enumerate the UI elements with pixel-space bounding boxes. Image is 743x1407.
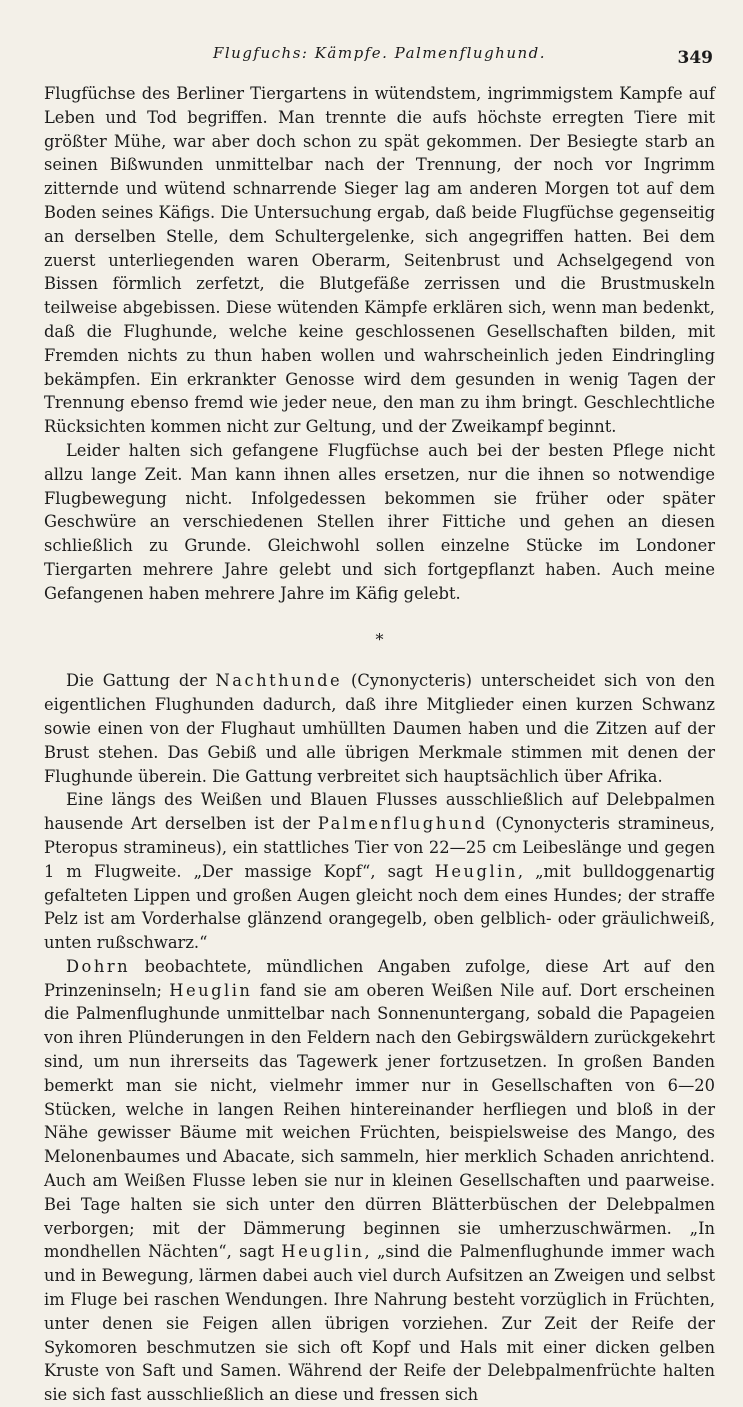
running-title: Flugfuchs: Kämpfe. Palmenflughund.: [212, 44, 547, 62]
text-run: Die Gattung der: [66, 671, 216, 691]
paragraph: Leider halten sich gefangene Flugfüchse auch bei der besten Pflege nicht allzu lange Zeit. Man kann ihnen alles ersetzen, nur die ihnen so notwendige Flugbewegung nicht. Infolgedessen bekommen sie früher oder später Geschwüre an verschiedenen Stellen ihrer Fittiche und gehen an diesen schließlich zu Grunde. Gleichwohl sollen einzelne Stücke im Londoner Tiergarten mehrere Jahre gelebt und sich fortgepflanzt haben. Auch meine Gefangenen haben mehrere Jahre im Käfig gelebt.: [44, 440, 715, 603]
genus-term: Nachthunde: [215, 671, 343, 691]
paragraph: [44, 669, 715, 788]
text-run: fand sie am oberen Weißen Nile auf. Dort erscheinen die Palmenflughunde unmittelbar nach Sonnenuntergang, sobald die Papageien von ihren Plünderungen in den Feldern nach den Gebirgswäldern zurückgekehrt sind, um nun ihrerseits das Tagewerk jener fortzusetzen. In großen Banden bemerkt man sie nicht, vielmehr immer nur in Gesellschaften von 6—20 Stücken, welche in langen Reihen hintereinander herfliegen und bloß in der Nähe gewisser Bäume mit weichen Früchten, beispielsweise des Mango, des Melonenbaumes und Abacate, sich sammeln, hier merklich Schaden anrichtend. Auch am Weißen Flusse leben sie nur in kleinen Gesellschaften und paarweise. Bei Tage halten sie sich unter den dürren Blätterbüschen der Delebpalmen verborgen; mit der Dämmerung beginnen sie umherzuschwärmen. „In mondhellen Nächten“, sagt: [44, 980, 715, 1262]
text-run: (Cynonycteris) unterscheidet sich von den eigentlichen Flughunden dadurch, daß ihre Mitglieder einen kurzen Schwanz sowie einen von der Flughaut umhüllten Daumen haben und die Zitzen auf der Brust stehen. Das Gebiß und alle übrigen Merkmale stimmen mit denen der Flughunde überein. Die Gattung verbreitet sich hauptsächlich über Afrika.: [44, 671, 715, 786]
section-separator: *: [375, 629, 384, 649]
paragraph: [44, 955, 715, 1407]
author-name: Dohrn: [66, 956, 131, 976]
page-body: [44, 82, 715, 1407]
text-run: Eine längs des Weißen und Blauen Flusses ausschließlich auf Delebpalmen hausende Art derselben ist der: [44, 790, 715, 834]
paragraph: [44, 788, 715, 955]
species-term: Palmenflughund: [317, 814, 488, 834]
text-run: (Cynonycteris stramineus, Pteropus stramineus), ein stattliches Tier von 22—25 cm Leibeslänge und gegen 1 m Flugweite. „Der massige Kopf“, sagt: [44, 814, 715, 881]
author-name: Heuglin: [281, 1242, 365, 1262]
text-run: beobachtete, mündlichen Angaben zufolge, diese Art auf den Prinzeninseln;: [44, 956, 715, 1000]
text-run: , „sind die Palmenflughunde immer wach und in Bewegung, lärmen dabei auch viel durch Aufsitzen an Zweigen und selbst im Fluge bei raschen Wendungen. Ihre Nahrung besteht vorzüglich in Früchten, unter denen sie Feigen allen übrigen vorziehen. Zur Zeit der Reife der Sykomoren beschmutzen sie sich oft Kopf und Hals mit einer dicken gelben Kruste von Saft und Samen. Während der Reife der Delebpalmenfrüchte halten sie sich fast ausschließlich an diese und fressen sich: [44, 1242, 716, 1405]
page-header: [44, 44, 715, 72]
page-number: 349: [677, 48, 713, 68]
paragraph: Flugfüchse des Berliner Tiergartens in wütendstem, ingrimmigstem Kampfe auf Leben und Tod begriffen. Man trennte die aufs höchste erregten Tiere mit größter Mühe, war aber doch schon zu spät gekommen. Der Besiegte starb an seinen Bißwunden unmittelbar nach der Trennung, der noch vor Ingrimm zitternde und wütend schnarrende Sieger lag am anderen Morgen tot auf dem Boden seines Käfigs. Die Untersuchung ergab, daß beide Flugfüchse gegenseitig an derselben Stelle, dem Schultergelenke, sich angegriffen hatten. Bei dem zuerst unterliegenden waren Oberarm, Seitenbrust und Achselgegend von Bissen förmlich zerfetzt, die Blutgefäße zerrissen und die Brustmuskeln teilweise abgebissen. Diese wütenden Kämpfe erklären sich, wenn man bedenkt, daß die Flughunde, welche keine geschlossenen Gesellschaften bilden, mit Fremden nichts zu thun haben wollen und wahrscheinlich jeden Eindringling bekämpfen. Ein erkrankter Genosse wird dem gesunden in wenig Tagen der Trennung ebenso fremd wie jeder neue, den man zu ihm bringt. Geschlechtliche Rücksichten kommen nicht zur Geltung, und der Zweikampf beginnt.: [44, 84, 715, 437]
author-name: Heuglin: [434, 861, 518, 881]
author-name: Heuglin: [169, 980, 253, 1000]
text-run: , „mit bulldoggenartig gefalteten Lippen und großen Augen gleicht noch dem eines Hundes; der straffe Pelz ist am Vorderhalse glänzend orangegelb, oben gelblich- oder gräulichweiß, unten rußschwarz.“: [44, 861, 716, 953]
